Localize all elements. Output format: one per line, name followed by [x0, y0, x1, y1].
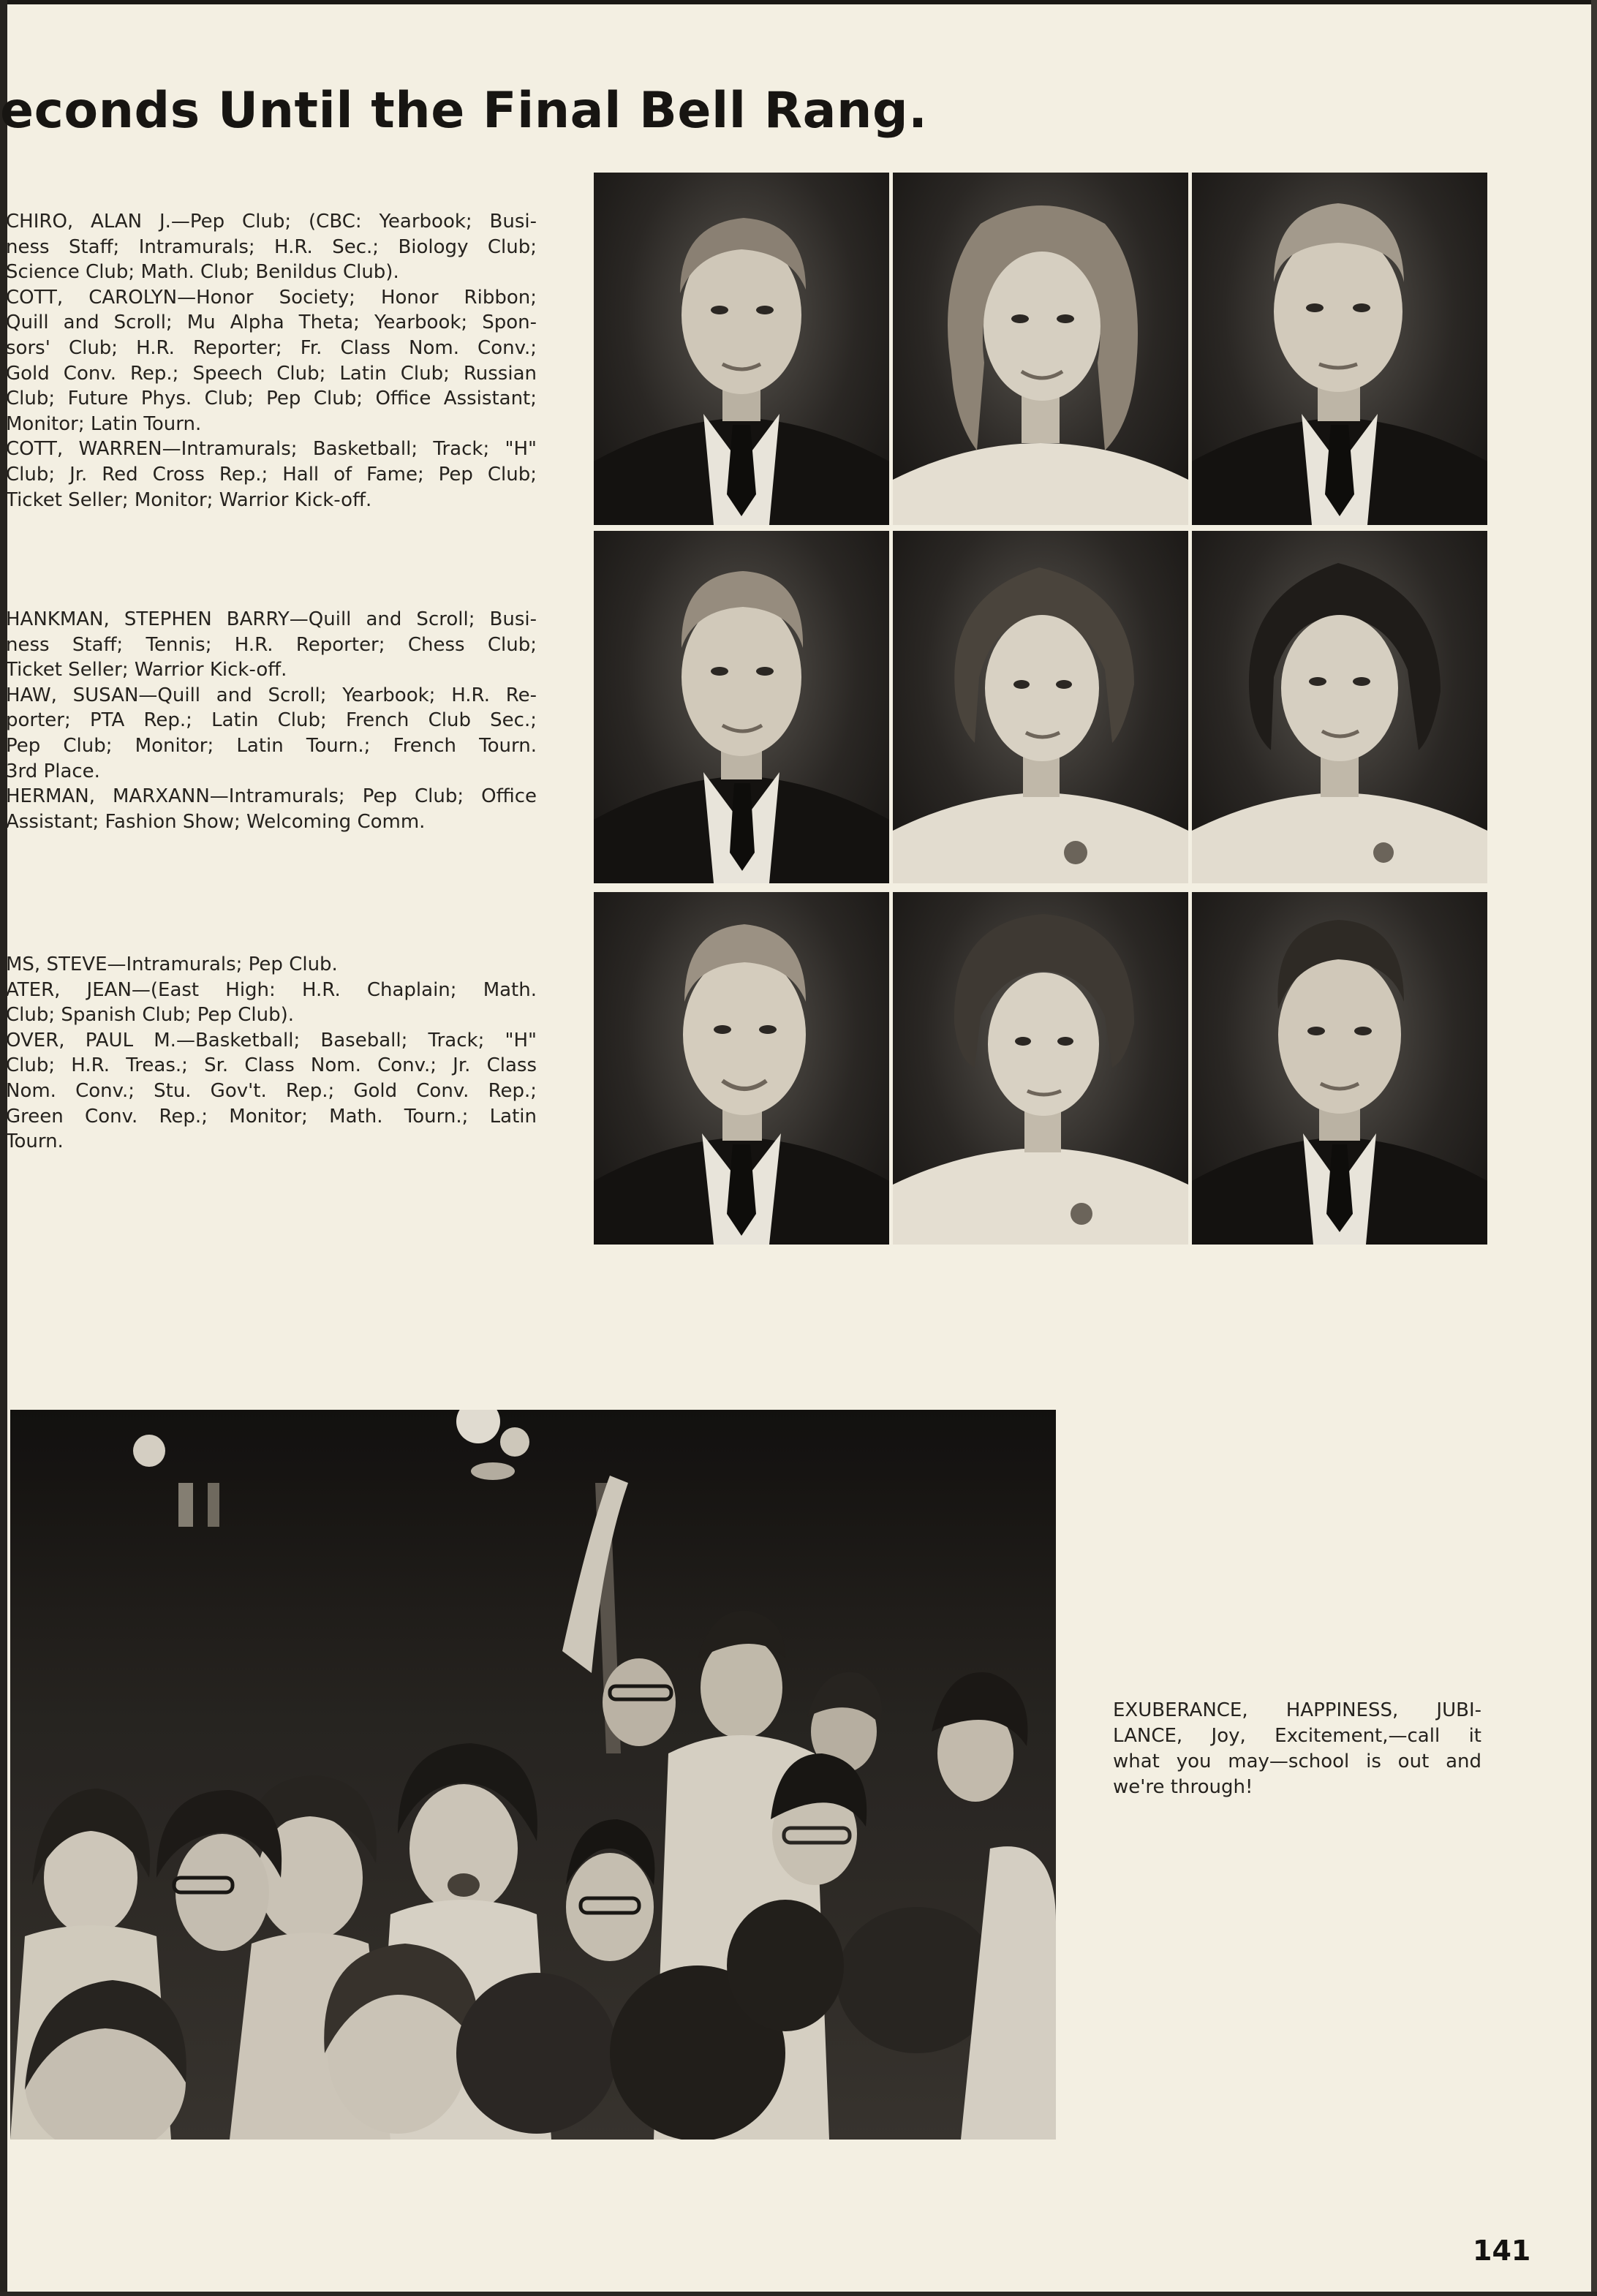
- page-edge: [1591, 0, 1597, 2296]
- bio-line: COTT, CAROLYN—Honor Society; Honor Ribbon;: [6, 286, 537, 309]
- bio-line: Assistant; Fashion Show; Welcoming Comm.: [6, 810, 426, 833]
- bio-line: Green Conv. Rep.; Monitor; Math. Tourn.; Latin: [6, 1105, 537, 1128]
- bio-block-2: [6, 607, 537, 834]
- crowd-photo: [10, 1410, 1056, 2140]
- caption-line: LANCE, Joy, Excitement,—call it: [1113, 1725, 1481, 1747]
- caption-line: what you may—school is out and: [1113, 1751, 1481, 1772]
- portrait-photo: [594, 892, 889, 1245]
- bio-line: ness Staff; Tennis; H.R. Reporter; Chess Club;: [6, 633, 537, 656]
- senior-portrait: [594, 531, 889, 883]
- portrait-photo: [1192, 892, 1487, 1245]
- bio-line: Club; Spanish Club; Pep Club).: [6, 1004, 294, 1027]
- page-edge: [0, 2292, 1597, 2296]
- caption-line: EXUBERANCE, HAPPINESS, JUBI-: [1113, 1699, 1481, 1721]
- senior-portrait: [893, 173, 1188, 525]
- portrait-photo: [594, 173, 889, 525]
- senior-portrait: [1192, 892, 1487, 1245]
- bio-block-1: [6, 209, 537, 513]
- bio-line: OVER, PAUL M.—Basketball; Baseball; Track; "H": [6, 1029, 537, 1051]
- senior-portrait: [893, 531, 1188, 883]
- senior-portrait-grid: [594, 173, 1487, 1247]
- bio-line: 3rd Place.: [6, 760, 100, 782]
- bio-line: Ticket Seller; Monitor; Warrior Kick-off.: [6, 488, 372, 511]
- bio-line: Tourn.: [6, 1130, 64, 1153]
- portrait-photo: [893, 531, 1188, 883]
- bio-line: Pep Club; Monitor; Latin Tourn.; French Tourn.: [6, 734, 537, 757]
- bio-line: Club; Future Phys. Club; Pep Club; Office Assistant;: [6, 388, 537, 410]
- page-edge: [0, 0, 1597, 4]
- bio-block-3: [6, 952, 537, 1155]
- bio-line: HAW, SUSAN—Quill and Scroll; Yearbook; H.R. Re-: [6, 684, 537, 706]
- crowd-photo-image: [10, 1410, 1056, 2140]
- portrait-photo: [594, 531, 889, 883]
- bio-line: Gold Conv. Rep.; Speech Club; Latin Club; Russian: [6, 362, 537, 385]
- portrait-photo: [1192, 173, 1487, 525]
- bio-line: ness Staff; Intramurals; H.R. Sec.; Biology Club;: [6, 235, 537, 258]
- bio-line: MS, STEVE—Intramurals; Pep Club.: [6, 953, 338, 975]
- bio-line: COTT, WARREN—Intramurals; Basketball; Track; "H": [6, 438, 537, 461]
- bio-line: HERMAN, MARXANN—Intramurals; Pep Club; Office: [6, 785, 537, 808]
- bio-line: ATER, JEAN—(East High: H.R. Chaplain; Math.: [6, 978, 537, 1001]
- portrait-photo: [1192, 531, 1487, 883]
- bio-line: Nom. Conv.; Stu. Gov't. Rep.; Gold Conv. Rep.;: [6, 1079, 537, 1102]
- senior-portrait: [893, 892, 1188, 1245]
- page-headline: econds Until the Final Bell Rang.: [0, 82, 928, 140]
- senior-portrait: [594, 173, 889, 525]
- bio-line: HANKMAN, STEPHEN BARRY—Quill and Scroll; Busi-: [6, 608, 537, 630]
- bio-line: Club; H.R. Treas.; Sr. Class Nom. Conv.; Jr. Class: [6, 1054, 537, 1077]
- page-number: 141: [1473, 2235, 1531, 2267]
- senior-portrait: [1192, 173, 1487, 525]
- senior-portrait: [594, 892, 889, 1245]
- portrait-photo: [893, 892, 1188, 1245]
- bio-line: Quill and Scroll; Mu Alpha Theta; Yearbook; Spon-: [6, 311, 537, 334]
- bio-line: porter; PTA Rep.; Latin Club; French Club Sec.;: [6, 709, 537, 732]
- bio-line: Science Club; Math. Club; Benildus Club).: [6, 261, 399, 284]
- photo-caption: [1113, 1698, 1481, 1800]
- caption-line: we're through!: [1113, 1776, 1253, 1798]
- senior-portrait: [1192, 531, 1487, 883]
- bio-line: Ticket Seller; Warrior Kick-off.: [6, 659, 287, 681]
- portrait-photo: [893, 173, 1188, 525]
- bio-line: sors' Club; H.R. Reporter; Fr. Class Nom. Conv.;: [6, 336, 537, 359]
- bio-line: CHIRO, ALAN J.—Pep Club; (CBC: Yearbook; Busi-: [6, 211, 537, 233]
- bio-line: Monitor; Latin Tourn.: [6, 412, 202, 435]
- bio-line: Club; Jr. Red Cross Rep.; Hall of Fame; Pep Club;: [6, 463, 537, 486]
